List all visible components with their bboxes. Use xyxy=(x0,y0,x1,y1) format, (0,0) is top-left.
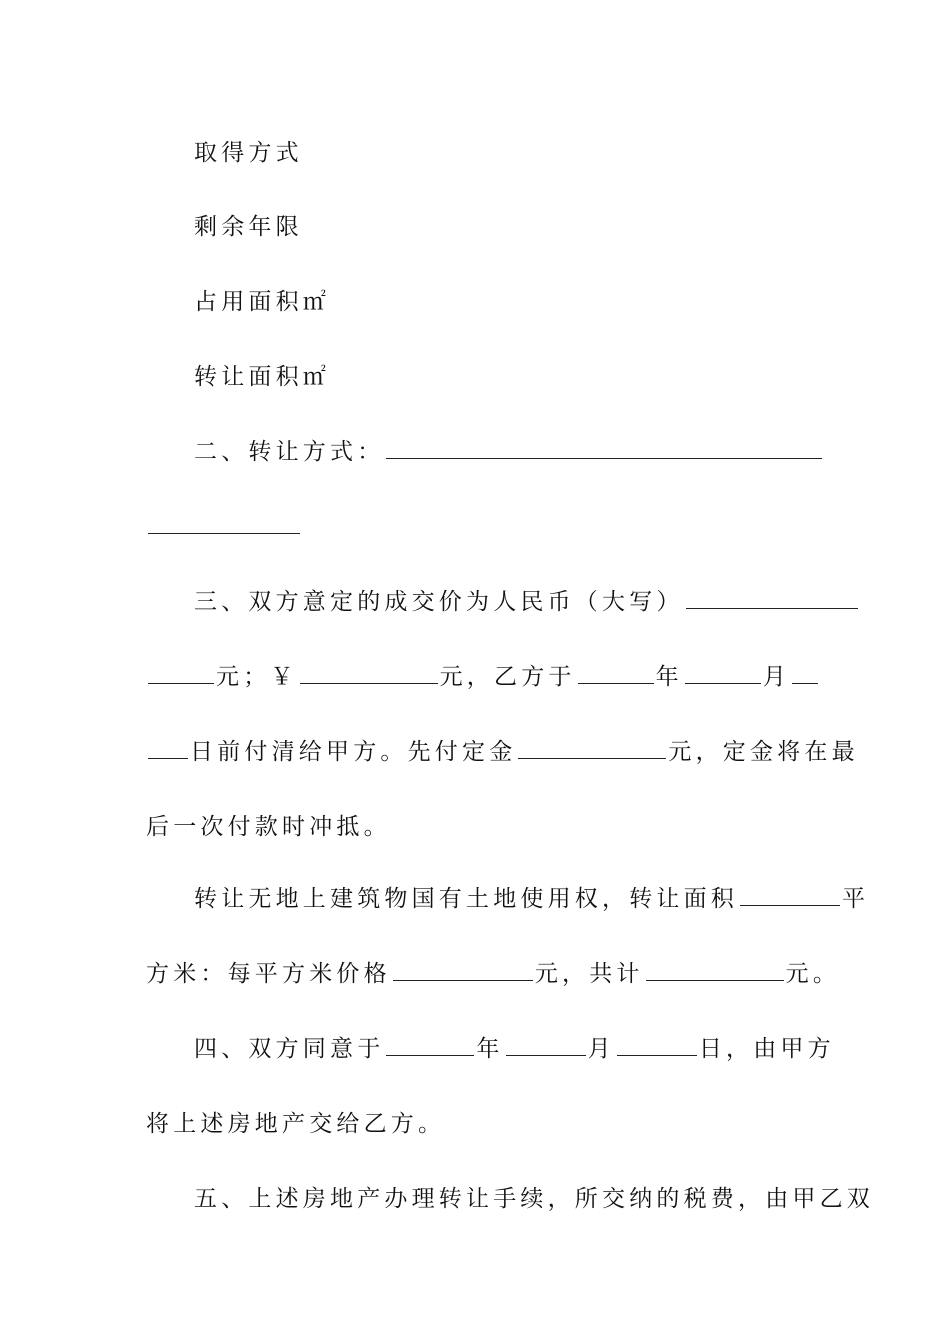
text-yuan-payer: 元，乙方于 xyxy=(439,664,576,690)
paragraph-land-line-2 xyxy=(146,959,840,989)
field-transfer-area: 转让面积㎡ xyxy=(194,364,330,390)
yen-sign: ￥ xyxy=(270,664,298,690)
section-4-line-1 xyxy=(194,1034,835,1064)
field-acquisition-method: 取得方式 xyxy=(194,140,303,166)
blank-pay-year xyxy=(578,663,654,684)
text-agree-on: 四、双方同意于 xyxy=(194,1036,385,1062)
blank-transfer-method xyxy=(386,438,822,459)
blank-pay-day-cont xyxy=(148,738,188,759)
text-deposit-label: 日前付清给甲方。先付定金 xyxy=(190,739,517,765)
section-3-price-label: 三、双方意定的成交价为人民币（大写） xyxy=(194,589,684,615)
section-3-line-1 xyxy=(194,587,860,617)
text-ping: 平 xyxy=(842,886,870,912)
field-remaining-years: 剩余年限 xyxy=(194,214,303,240)
blank-price-words xyxy=(686,588,858,609)
blank-deposit xyxy=(518,738,666,759)
section-4-line-2: 将上述房地产交给乙方。 xyxy=(146,1111,446,1137)
blank-price-figures xyxy=(300,663,438,684)
blank-total xyxy=(646,960,784,981)
text-year: 年 xyxy=(476,1036,504,1062)
blank-unit-price xyxy=(393,960,533,981)
blank-price-words-cont xyxy=(148,663,214,684)
text-year: 年 xyxy=(655,664,683,690)
blank-pay-day xyxy=(792,663,818,684)
text-unit-price: 方米：每平方米价格 xyxy=(146,961,391,987)
text-deposit-tail: 元，定金将在最 xyxy=(668,739,859,765)
blank-handover-day xyxy=(617,1035,697,1056)
section-2-line xyxy=(194,437,824,467)
text-month: 月 xyxy=(762,664,791,690)
blank-pay-month xyxy=(685,663,761,684)
text-by-party-a: 日，由甲方 xyxy=(698,1036,835,1062)
blank-land-area xyxy=(740,885,840,906)
section-2-label: 二、转让方式： xyxy=(194,439,385,465)
section-2-continuation xyxy=(146,512,302,542)
text-total: 元，共计 xyxy=(534,961,644,987)
section-3-line-3 xyxy=(146,737,859,767)
section-3-line-2 xyxy=(146,662,820,692)
section-5-line-1: 五、上述房地产办理转让手续，所交纳的税费，由甲乙双 xyxy=(194,1186,874,1212)
blank-handover-month xyxy=(506,1035,586,1056)
text-yuan-end: 元。 xyxy=(785,961,841,987)
blank-handover-year xyxy=(386,1035,474,1056)
text-month: 月 xyxy=(587,1036,615,1062)
section-3-line-4: 后一次付款时冲抵。 xyxy=(146,814,391,840)
text-land-use-right: 转让无地上建筑物国有土地使用权，转让面积 xyxy=(194,886,738,912)
paragraph-land-line-1 xyxy=(194,884,869,914)
blank-transfer-method-cont xyxy=(148,513,300,534)
text-yuan: 元； xyxy=(216,664,271,690)
field-occupied-area: 占用面积㎡ xyxy=(194,289,330,315)
